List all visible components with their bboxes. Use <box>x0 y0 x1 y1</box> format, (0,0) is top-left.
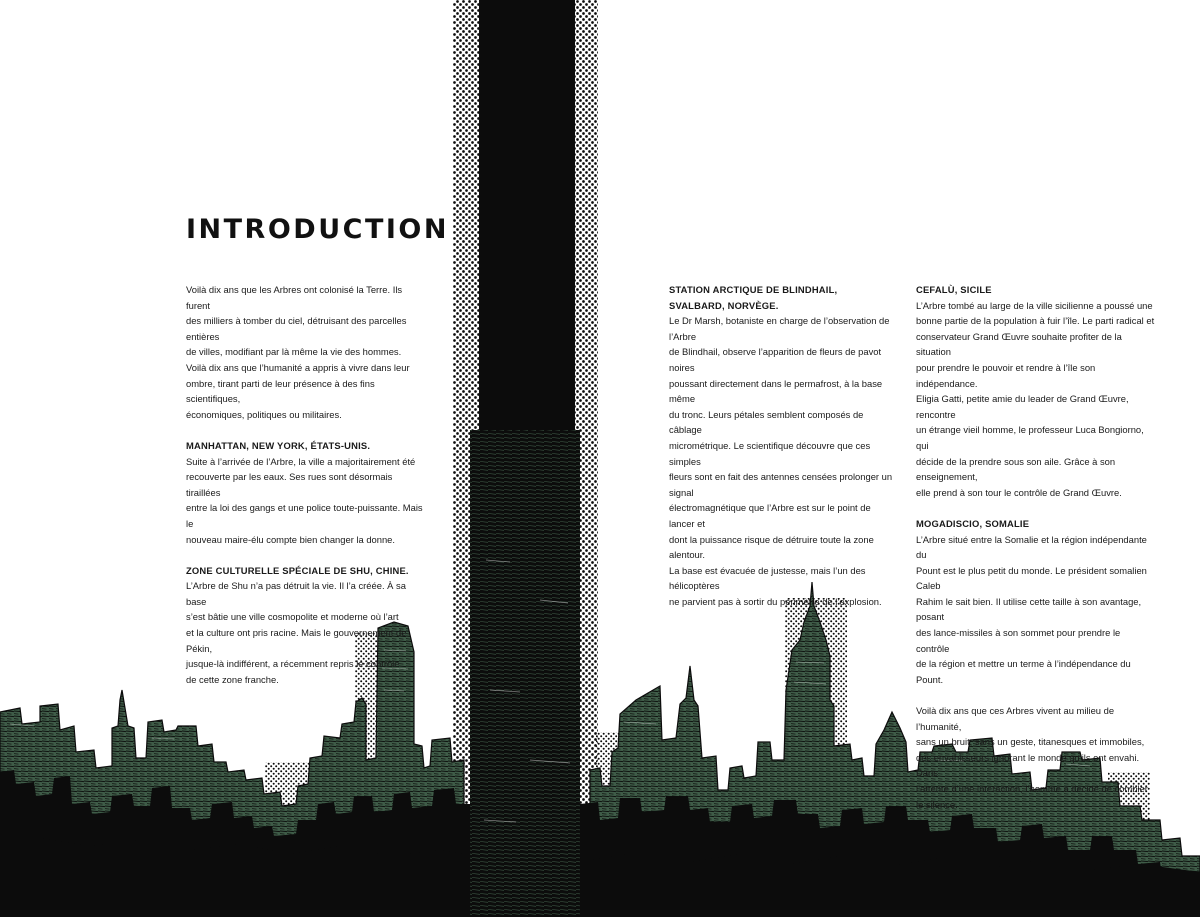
text-line: de villes, modifiant par là même la vie des hommes. <box>186 346 402 358</box>
text-line: des milliers à tomber du ciel, détruisant des parcelles entières <box>186 315 407 342</box>
section-heading: CEFALÙ, SICILE <box>916 284 992 295</box>
text-line: des envahisseurs ignorant le monde qu’ils ont envahi. Dans <box>916 751 1140 779</box>
text-line: fleurs sont en fait des antennes censées prolonger un signal <box>669 471 893 498</box>
intro-paragraph <box>186 282 426 422</box>
text-line: recouverte par les eaux. Ses rues sont désormais tiraillées <box>186 471 393 498</box>
text-line: s’est bâtie une ville cosmopolite et moderne où l’art <box>186 611 399 623</box>
text-line: L’Arbre tombé au large de la ville sicilienne a poussé une <box>916 299 1153 311</box>
text-line: L’Arbre situé entre la Somalie et la région indépendante du <box>916 533 1147 561</box>
text-line: le silence. <box>916 798 958 810</box>
text-line: bonne partie de la population à fuir l’île. Le parti radical et <box>916 315 1155 327</box>
section-blindhail <box>669 282 894 609</box>
text-line: Pount est le plus petit du monde. Le président somalien Caleb <box>916 564 1147 592</box>
text-line: électromagnétique que l’Arbre est sur le point de lancer et <box>669 502 871 529</box>
section-cefalu <box>916 282 1156 500</box>
text-line: un étrange vieil homme, le professeur Luca Bongiorno, qui <box>916 424 1144 451</box>
text-line: de Blindhail, observe l’apparition de fleurs de pavot noires <box>669 346 882 373</box>
text-line: décide de la prendre sous son aile. Grâce à son enseignement, <box>916 455 1116 483</box>
text-line: Suite à l’arrivée de l’Arbre, la ville a majoritairement été <box>186 455 416 467</box>
text-line: du tronc. Leurs pétales semblent composés de câblage <box>669 408 864 436</box>
section-heading: ZONE CULTURELLE SPÉCIALE DE SHU, CHINE. <box>186 564 409 576</box>
tree-base-texture <box>470 430 580 917</box>
text-line: et la culture ont pris racine. Mais le gouvernement de Pékin, <box>186 627 407 654</box>
text-line: des lance-missiles à son sommet pour prendre le contrôle <box>916 627 1121 654</box>
outro-paragraph <box>916 703 1156 812</box>
text-line: Le Dr Marsh, botaniste en charge de l’observation de l’Arbre <box>669 315 890 342</box>
text-line: Eligia Gatti, petite amie du leader de Grand Œuvre, rencontre <box>916 393 1129 420</box>
text-line: sans un bruit, sans un geste, titanesques et immobiles, <box>916 736 1145 748</box>
text-line: conservateur Grand Œuvre souhaite profiter de la situation <box>916 330 1122 358</box>
text-line: pour prendre le pouvoir et rendre à l’île son indépendance. <box>916 361 1096 389</box>
text-line: L’Arbre de Shu n’a pas détruit la vie. Il l’a créée. À sa base <box>186 580 406 607</box>
text-column-right <box>916 282 1156 812</box>
text-line: dont la puissance risque de détruire toute la zone alentour. <box>669 533 874 561</box>
text-line: jusque-là indifférent, a récemment repris le contrôle <box>186 658 400 670</box>
section-heading: STATION ARCTIQUE DE BLINDHAIL, <box>669 284 838 295</box>
text-line: micrométrique. Le scientifique découvre que ces simples <box>669 439 871 467</box>
section-heading: MANHATTAN, NEW YORK, ÉTATS-UNIS. <box>186 439 371 451</box>
section-heading: SVALBARD, NORVÈGE. <box>669 299 779 311</box>
section-heading: MOGADISCIO, SOMALIE <box>916 517 1030 529</box>
text-column-left <box>186 282 426 687</box>
text-line: de la région et mettre un terme à l’indépendance du Pount. <box>916 658 1131 685</box>
text-line: Voilà dix ans que ces Arbres vivent au milieu de l’humanité, <box>916 705 1115 732</box>
text-line: entre la loi des gangs et une police toute-puissante. Mais le <box>186 502 423 529</box>
text-line: La base est évacuée de justesse, mais l’un des hélicoptères <box>669 564 866 592</box>
text-line: ne parvient pas à sortir du périmètre de l’explosion. <box>669 595 882 607</box>
text-line: Voilà dix ans que l’humanité a appris à vivre dans leur <box>186 361 410 373</box>
text-line: ombre, tirant parti de leur présence à des fins scientifiques, <box>186 377 375 405</box>
text-line: économiques, politiques ou militaires. <box>186 408 342 420</box>
text-line: Voilà dix ans que les Arbres ont colonisé la Terre. Ils furent <box>186 284 403 311</box>
text-line: elle prend à son tour le contrôle de Grand Œuvre. <box>916 486 1122 498</box>
text-line: nouveau maire-élu compte bien changer la donne. <box>186 533 395 545</box>
section-manhattan <box>186 438 426 547</box>
text-column-middle <box>669 282 894 609</box>
text-line: de cette zone franche. <box>186 673 279 685</box>
text-line: Rahim le sait bien. Il utilise cette taille à son avantage, posant <box>916 595 1142 623</box>
text-line: poussant directement dans le permafrost, à la base même <box>669 377 883 405</box>
page-title: INTRODUCTION <box>186 214 449 245</box>
section-shu <box>186 563 426 688</box>
section-mogadiscio <box>916 516 1156 688</box>
text-line: l’attente d’une interaction, l’homme a décidé de combler <box>916 783 1148 794</box>
